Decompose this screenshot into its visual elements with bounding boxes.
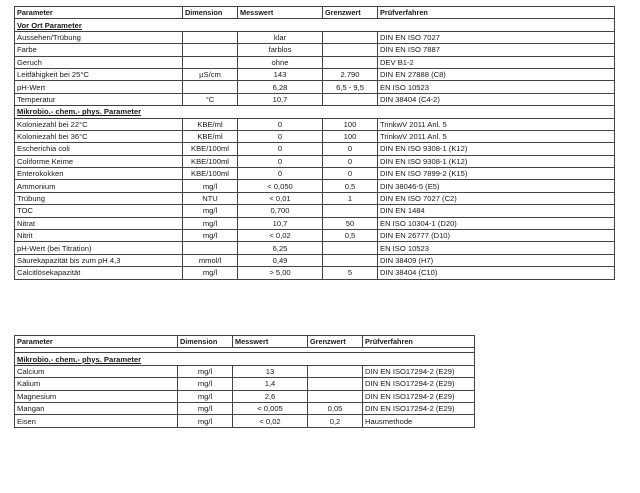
cell-dimension [183, 242, 238, 254]
cell-messwert: 1,4 [233, 378, 308, 390]
cell-messwert: < 0,005 [233, 402, 308, 414]
cell-dimension [183, 81, 238, 93]
table-row [15, 217, 615, 229]
cell-parameter: Ammonium [15, 180, 183, 192]
header-messwert: Messwert [238, 7, 323, 19]
cell-grenzwert: 0 [323, 168, 378, 180]
cell-parameter: Nitrit [15, 230, 183, 242]
section-row [15, 106, 615, 118]
header-dimension: Dimension [178, 336, 233, 348]
header-parameter: Parameter [15, 336, 178, 348]
cell-dimension: µS/cm [183, 68, 238, 80]
table-header-row [15, 336, 475, 348]
header-grenzwert: Grenzwert [308, 336, 363, 348]
cell-messwert: < 0,050 [238, 180, 323, 192]
table-row [15, 93, 615, 105]
cell-pruefverfahren: DIN EN ISO 9308-1 (K12) [378, 155, 615, 167]
section-title-vor-ort: Vor Ort Parameter [15, 19, 615, 31]
cell-dimension: mg/l [183, 217, 238, 229]
cell-grenzwert [308, 390, 363, 402]
cell-dimension: KBE/100ml [183, 168, 238, 180]
cell-pruefverfahren: DIN EN 1484 [378, 205, 615, 217]
cell-grenzwert: 50 [323, 217, 378, 229]
cell-parameter: Nitrat [15, 217, 183, 229]
cell-dimension: °C [183, 93, 238, 105]
cell-dimension: mg/l [183, 230, 238, 242]
cell-messwert: ohne [238, 56, 323, 68]
cell-grenzwert: 0 [323, 143, 378, 155]
cell-parameter: Temperatur [15, 93, 183, 105]
cell-grenzwert: 1 [323, 192, 378, 204]
table-row [15, 31, 615, 43]
cell-pruefverfahren: DIN EN ISO17294-2 (E29) [363, 378, 475, 390]
cell-messwert: 2,6 [233, 390, 308, 402]
cell-grenzwert: 0 [323, 155, 378, 167]
cell-grenzwert [323, 242, 378, 254]
cell-messwert: 0 [238, 155, 323, 167]
table-row [15, 390, 475, 402]
cell-dimension: mg/l [178, 390, 233, 402]
section-row [15, 19, 615, 31]
cell-parameter: pH-Wert (bei Titration) [15, 242, 183, 254]
cell-dimension: mg/l [183, 267, 238, 279]
cell-messwert: < 0,02 [233, 415, 308, 427]
header-messwert: Messwert [233, 336, 308, 348]
table-row [15, 155, 615, 167]
table-row [15, 130, 615, 142]
cell-messwert: klar [238, 31, 323, 43]
cell-messwert: 13 [233, 365, 308, 377]
section-row [15, 353, 475, 365]
cell-dimension: mg/l [178, 365, 233, 377]
cell-messwert: 6,28 [238, 81, 323, 93]
table-row [15, 267, 615, 279]
cell-grenzwert [323, 205, 378, 217]
cell-messwert: < 0,01 [238, 192, 323, 204]
cell-grenzwert [323, 254, 378, 266]
cell-grenzwert: 0,5 [323, 230, 378, 242]
cell-parameter: Farbe [15, 44, 183, 56]
table-row [15, 180, 615, 192]
cell-dimension: NTU [183, 192, 238, 204]
table-row [15, 168, 615, 180]
cell-dimension: KBE/ml [183, 118, 238, 130]
cell-messwert: 0 [238, 118, 323, 130]
cell-pruefverfahren: DIN EN ISO17294-2 (E29) [363, 390, 475, 402]
table-row [15, 143, 615, 155]
cell-pruefverfahren: DIN 38409 (H7) [378, 254, 615, 266]
header-dimension: Dimension [183, 7, 238, 19]
cell-parameter: Eisen [15, 415, 178, 427]
cell-pruefverfahren: DEV B1-2 [378, 56, 615, 68]
table-row [15, 402, 475, 414]
cell-grenzwert: 6,5 - 9,5 [323, 81, 378, 93]
cell-pruefverfahren: DIN 38046-5 (E5) [378, 180, 615, 192]
cell-parameter: Geruch [15, 56, 183, 68]
cell-dimension: KBE/ml [183, 130, 238, 142]
cell-parameter: Säurekapazität bis zum pH 4,3 [15, 254, 183, 266]
cell-dimension: mg/l [183, 205, 238, 217]
cell-pruefverfahren: Hausmethode [363, 415, 475, 427]
cell-dimension: mg/l [178, 378, 233, 390]
table-header-row [15, 7, 615, 19]
cell-grenzwert [323, 93, 378, 105]
cell-dimension: mg/l [178, 402, 233, 414]
cell-parameter: Kalium [15, 378, 178, 390]
cell-pruefverfahren: DIN EN ISO 7887 [378, 44, 615, 56]
cell-messwert: 0 [238, 130, 323, 142]
cell-messwert: 143 [238, 68, 323, 80]
cell-grenzwert: 100 [323, 118, 378, 130]
header-grenzwert: Grenzwert [323, 7, 378, 19]
cell-parameter: Magnesium [15, 390, 178, 402]
cell-parameter: Leitfähigkeit bei 25°C [15, 68, 183, 80]
analysis-table-1-body [15, 7, 615, 280]
cell-pruefverfahren: DIN 38404 (C10) [378, 267, 615, 279]
cell-grenzwert [308, 365, 363, 377]
cell-messwert: 0,700 [238, 205, 323, 217]
cell-dimension: KBE/100ml [183, 155, 238, 167]
cell-parameter: Enterokokken [15, 168, 183, 180]
cell-pruefverfahren: TrinkwV 2011 Anl. 5 [378, 130, 615, 142]
cell-pruefverfahren: EN ISO 10523 [378, 81, 615, 93]
cell-messwert: > 5,00 [238, 267, 323, 279]
cell-dimension [183, 56, 238, 68]
cell-dimension [183, 31, 238, 43]
header-pruefverfahren: Prüfverfahren [378, 7, 615, 19]
table-row [15, 118, 615, 130]
cell-parameter: Koloniezahl bei 22°C [15, 118, 183, 130]
table-row [15, 81, 615, 93]
table-row [15, 242, 615, 254]
cell-messwert: 10,7 [238, 93, 323, 105]
header-parameter: Parameter [15, 7, 183, 19]
cell-pruefverfahren: DIN EN ISO 7899-2 (K15) [378, 168, 615, 180]
cell-dimension: mmol/l [183, 254, 238, 266]
cell-grenzwert: 2.790 [323, 68, 378, 80]
cell-messwert: 0 [238, 168, 323, 180]
cell-pruefverfahren: DIN EN ISO 7027 [378, 31, 615, 43]
cell-pruefverfahren: DIN EN 27888 (C8) [378, 68, 615, 80]
analysis-table-1 [14, 6, 615, 280]
cell-messwert: 6,25 [238, 242, 323, 254]
cell-parameter: Calcium [15, 365, 178, 377]
cell-grenzwert [308, 378, 363, 390]
cell-pruefverfahren: DIN EN ISO 7027 (C2) [378, 192, 615, 204]
cell-grenzwert [323, 44, 378, 56]
cell-pruefverfahren: EN ISO 10304-1 (D20) [378, 217, 615, 229]
cell-grenzwert [323, 56, 378, 68]
table-row [15, 365, 475, 377]
section-title-mikrobio: Mikrobio.- chem.- phys. Parameter [15, 106, 615, 118]
section-title-mikrobio: Mikrobio.- chem.- phys. Parameter [15, 353, 475, 365]
cell-messwert: < 0,02 [238, 230, 323, 242]
cell-grenzwert: 0,2 [308, 415, 363, 427]
cell-pruefverfahren: DIN EN 26777 (D10) [378, 230, 615, 242]
cell-grenzwert: 5 [323, 267, 378, 279]
cell-parameter: pH-Wert [15, 81, 183, 93]
cell-messwert: 0 [238, 143, 323, 155]
cell-parameter: Koloniezahl bei 36°C [15, 130, 183, 142]
table-row [15, 378, 475, 390]
cell-parameter: Mangan [15, 402, 178, 414]
analysis-table-2 [14, 335, 475, 428]
cell-pruefverfahren: EN ISO 10523 [378, 242, 615, 254]
cell-parameter: Escherichia coli [15, 143, 183, 155]
cell-dimension: mg/l [178, 415, 233, 427]
table-row [15, 56, 615, 68]
table-row [15, 68, 615, 80]
cell-grenzwert: 100 [323, 130, 378, 142]
table-row [15, 415, 475, 427]
cell-parameter: TOC [15, 205, 183, 217]
cell-grenzwert: 0,05 [308, 402, 363, 414]
cell-grenzwert: 0,5 [323, 180, 378, 192]
cell-parameter: Aussehen/Trübung [15, 31, 183, 43]
cell-messwert: 10,7 [238, 217, 323, 229]
cell-pruefverfahren: DIN EN ISO17294-2 (E29) [363, 402, 475, 414]
cell-grenzwert [323, 31, 378, 43]
cell-parameter: Trübung [15, 192, 183, 204]
analysis-table-2-body [15, 336, 475, 428]
header-pruefverfahren: Prüfverfahren [363, 336, 475, 348]
cell-dimension: KBE/100ml [183, 143, 238, 155]
cell-dimension: mg/l [183, 180, 238, 192]
cell-messwert: farblos [238, 44, 323, 56]
table-row [15, 254, 615, 266]
cell-pruefverfahren: TrinkwV 2011 Anl. 5 [378, 118, 615, 130]
cell-dimension [183, 44, 238, 56]
cell-messwert: 0,49 [238, 254, 323, 266]
cell-pruefverfahren: DIN EN ISO 9308-1 (K12) [378, 143, 615, 155]
table-row [15, 44, 615, 56]
cell-pruefverfahren: DIN 38404 (C4-2) [378, 93, 615, 105]
table-row [15, 192, 615, 204]
cell-parameter: Coliforme Keime [15, 155, 183, 167]
table-row [15, 230, 615, 242]
table-row [15, 205, 615, 217]
cell-pruefverfahren: DIN EN ISO17294-2 (E29) [363, 365, 475, 377]
cell-parameter: Calcitlösekapazität [15, 267, 183, 279]
